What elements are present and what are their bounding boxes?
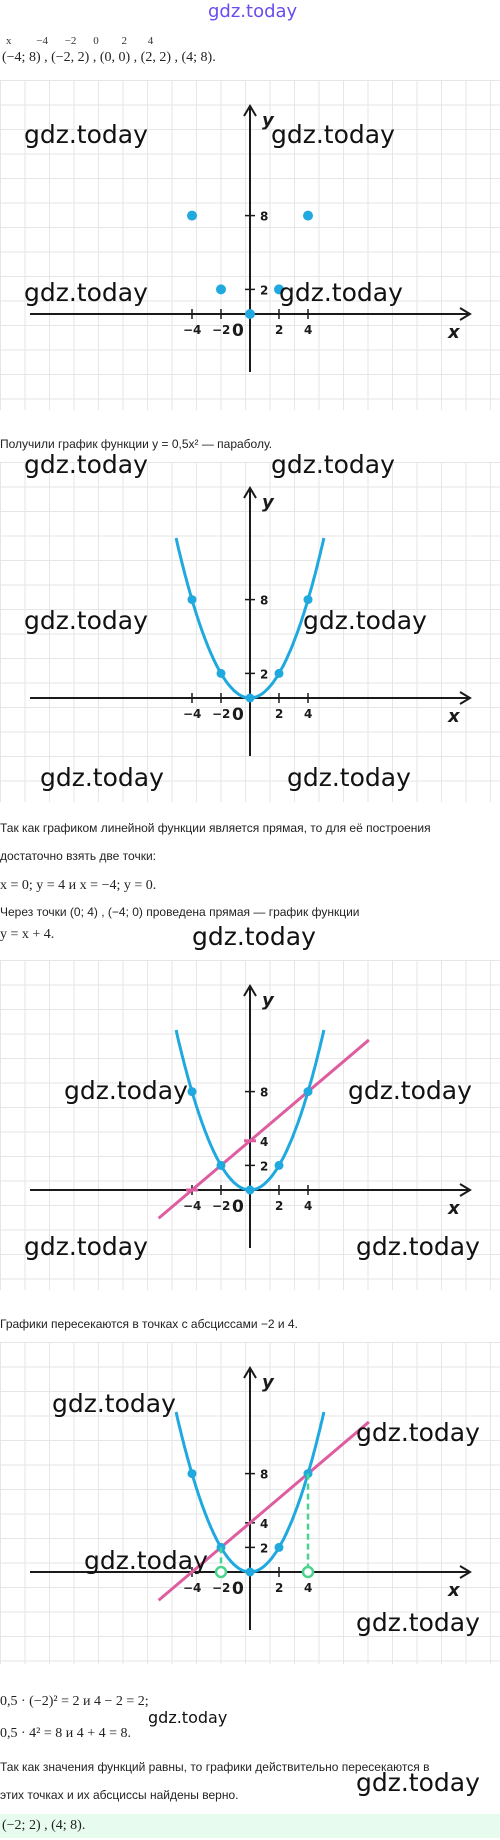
- origin-label: 0: [232, 1579, 244, 1599]
- watermark: gdz.today: [287, 763, 411, 792]
- x-tick-label: −4: [183, 1199, 202, 1213]
- watermark: gdz.today: [356, 1418, 480, 1447]
- calc-line-1: 0,5 · (−2)² = 2 и 4 − 2 = 2;: [0, 1694, 149, 1709]
- table-x-value: −4: [36, 35, 48, 47]
- x-tick-label: 4: [304, 323, 313, 337]
- watermark: gdz.today: [24, 606, 148, 635]
- data-point: [303, 211, 313, 221]
- y-tick-label: 8: [260, 1085, 269, 1100]
- watermark: gdz.today: [148, 1708, 228, 1727]
- data-point: [246, 1186, 255, 1195]
- watermark: gdz.today: [84, 1546, 208, 1575]
- watermark: gdz.today: [52, 1389, 176, 1418]
- table-x-value: −2: [64, 35, 77, 47]
- y-tick-label: 2: [260, 1159, 269, 1174]
- x-tick-label: 2: [275, 1581, 284, 1595]
- x-tick-label: −2: [212, 1199, 231, 1213]
- watermark: gdz.today: [271, 450, 395, 479]
- x-axis-label: x: [448, 322, 460, 343]
- x-tick-label: −2: [212, 707, 231, 721]
- data-point: [246, 694, 255, 703]
- data-point: [275, 669, 284, 678]
- data-point: [188, 595, 197, 604]
- x-tick-label: −4: [183, 1581, 202, 1595]
- data-point: [246, 1568, 255, 1577]
- x-axis-label: x: [448, 706, 460, 727]
- line-graph: [159, 1040, 369, 1218]
- y-tick-label: 8: [260, 209, 269, 224]
- text-verify-2: этих точках и их абсциссы найдены верно.: [0, 1788, 239, 1802]
- data-point: [217, 669, 226, 678]
- table-x-value: 4: [147, 35, 154, 47]
- x-tick-label: 4: [304, 1199, 313, 1213]
- data-point: [304, 1087, 313, 1096]
- watermark: gdz.today: [24, 120, 148, 149]
- table-x-label: x: [6, 35, 12, 47]
- text-verify-1: Так как значения функций равны, то графики действительно пересекаются в: [0, 1760, 430, 1774]
- watermark: gdz.today: [40, 763, 164, 792]
- text-line-function: y = x + 4.: [0, 927, 55, 942]
- watermark: gdz.today: [192, 922, 316, 951]
- watermark: gdz.today: [356, 1608, 480, 1637]
- data-point: [275, 1161, 284, 1170]
- data-point: [187, 211, 197, 221]
- y-tick-label: 2: [260, 667, 269, 682]
- intersection-x-marker: [303, 1567, 313, 1577]
- y-tick-label: 4: [260, 1516, 269, 1531]
- y-axis-label: y: [262, 492, 274, 513]
- y-axis-label: y: [262, 110, 274, 131]
- watermark: gdz.today: [24, 278, 148, 307]
- data-point: [217, 1161, 226, 1170]
- y-tick-label: 2: [260, 1541, 269, 1556]
- watermark: gdz.today: [356, 1232, 480, 1261]
- y-tick-label: 8: [260, 593, 269, 608]
- table-x-value: 2: [121, 35, 127, 47]
- x-tick-label: −2: [212, 323, 231, 337]
- watermark: gdz.today: [356, 1768, 480, 1797]
- data-point: [245, 309, 255, 319]
- text-points-chosen: x = 0; y = 4 и x = −4; y = 0.: [0, 878, 157, 893]
- origin-label: 0: [232, 1197, 244, 1217]
- table-x-value: 0: [93, 35, 99, 47]
- y-axis-label: y: [262, 990, 274, 1011]
- y-tick-label: 2: [260, 283, 269, 298]
- x-tick-label: −4: [183, 323, 202, 337]
- data-point: [188, 1469, 197, 1478]
- y-tick-label: 8: [260, 1467, 269, 1482]
- x-tick-label: 2: [275, 323, 284, 337]
- x-tick-label: 4: [304, 707, 313, 721]
- watermark: gdz.today: [24, 1232, 148, 1261]
- data-point: [216, 284, 226, 294]
- watermark: gdz.today: [279, 278, 403, 307]
- data-point: [188, 1087, 197, 1096]
- answer-box: (−2; 2) , (4; 8).: [0, 1814, 500, 1838]
- watermark: gdz.today: [303, 606, 427, 635]
- text-intersection: Графики пересекаются в точках с абсциссами −2 и 4.: [0, 1317, 298, 1331]
- intersection-x-marker: [216, 1567, 226, 1577]
- calc-line-2: 0,5 · 4² = 8 и 4 + 4 = 8.: [0, 1726, 132, 1741]
- watermark: gdz.today: [271, 120, 395, 149]
- x-tick-label: 2: [275, 707, 284, 721]
- watermark: gdz.today: [24, 450, 148, 479]
- y-axis-label: y: [262, 1372, 274, 1393]
- x-axis-label: x: [448, 1198, 460, 1219]
- x-tick-label: 2: [275, 1199, 284, 1213]
- origin-label: 0: [232, 321, 244, 341]
- x-tick-label: −2: [212, 1581, 231, 1595]
- points-list: (−4; 8) , (−2, 2) , (0, 0) , (2, 2) , (4; 8).: [2, 50, 216, 65]
- origin-label: 0: [232, 705, 244, 725]
- text-linear-1: Так как графиком линейной функции является прямая, то для её построения: [0, 821, 431, 835]
- watermark: gdz.today: [64, 1076, 188, 1105]
- x-tick-label: 4: [304, 1581, 313, 1595]
- data-point: [275, 1543, 284, 1552]
- text-parabola-result: Получили график функции y = 0,5x² — параболу.: [0, 437, 273, 451]
- text-line-through-points: Через точки (0; 4) , (−4; 0) проведена прямая — график функции: [0, 905, 360, 919]
- y-tick-label: 4: [260, 1134, 269, 1149]
- data-point: [304, 595, 313, 604]
- text-linear-2: достаточно взять две точки:: [0, 849, 156, 863]
- value-table: [6, 35, 167, 47]
- site-header-logo[interactable]: gdz.today: [208, 1, 298, 22]
- watermark: gdz.today: [348, 1076, 472, 1105]
- x-axis-label: x: [448, 1580, 460, 1601]
- x-tick-label: −4: [183, 707, 202, 721]
